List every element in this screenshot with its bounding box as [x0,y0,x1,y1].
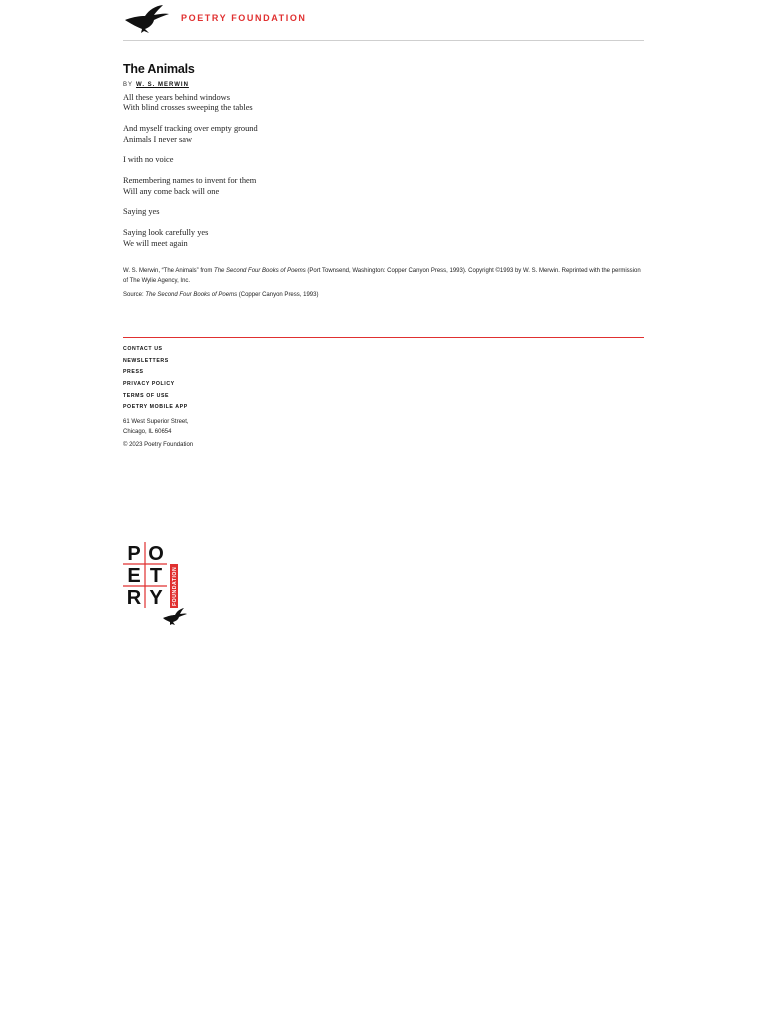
poem-line: Animals I never saw [123,134,193,144]
source-book: The Second Four Books of Poems [145,292,238,298]
poem-line: Saying yes [123,207,160,217]
footer-link-press[interactable]: PRESS [123,369,144,376]
poem-line: And myself tracking over empty ground [123,124,258,134]
bird-logo-icon[interactable] [123,4,171,34]
stanza-break [123,114,258,124]
poem-line: All these years behind windows [123,93,230,102]
poem-body [123,93,258,249]
footer-link-contact-us[interactable]: CONTACT US [123,346,163,352]
stanza-break [123,197,258,207]
source-label: Source: [123,292,146,298]
byline [123,82,189,88]
logo-letter-r: R [126,587,142,609]
logo-side-text: FOUNDATION [172,566,179,606]
footer-link-privacy-policy[interactable]: PRIVACY POLICY [123,381,175,388]
poem-line: Saying look carefully yes [123,228,209,238]
stanza-break [123,218,258,228]
poem-line: Will any come back will one [123,186,220,196]
stanza-break [123,145,258,155]
credits-suffix: (Port Townsend, Washington: Copper Canyon Press, 1993). Copyright ©1993 by W. S. Merwin. Reprinted with the permission of The Wylie Agency, Inc. [123,268,641,284]
logo-letter-o: O [148,543,164,565]
credits [123,266,644,286]
credits-book: The Second Four Books of Poems [214,268,306,274]
footer-nav [123,344,188,414]
footer-divider [123,337,644,338]
logo-letter-y: Y [149,587,163,609]
author-link[interactable]: W. S. MERWIN [136,82,189,88]
poetry-foundation-logo[interactable] [123,540,187,626]
address-line-1: 61 West Superior Street, [123,419,189,425]
poem-line: Remembering names to invent for them [123,176,257,186]
poem-line: We will meet again [123,238,188,248]
footer-link-newsletters[interactable]: NEWSLETTERS [123,357,169,364]
logo-letter-t: T [149,565,163,587]
copyright: © 2023 Poetry Foundation [123,442,194,448]
by-label: BY [123,82,134,88]
poem-line: With blind crosses sweeping the tables [123,103,253,113]
poem-title: The Animals [123,62,195,76]
logo-letter-p: P [127,543,141,565]
source-suffix: (Copper Canyon Press, 1993) [237,292,319,298]
source-line [123,292,318,298]
site-header [123,0,644,41]
stanza-break [123,166,258,176]
credits-prefix: W. S. Merwin, “The Animals” from [123,268,215,274]
address-line-2: Chicago, IL 60654 [123,428,172,435]
page-container [123,0,644,609]
brand-name[interactable]: POETRY FOUNDATION [181,13,307,23]
address [123,418,189,437]
logo-letter-e: E [127,565,141,587]
poem-line: I with no voice [123,155,174,165]
footer-link-terms-of-use[interactable]: TERMS OF USE [123,392,170,399]
footer-link-poetry-mobile-app[interactable]: POETRY MOBILE APP [123,404,188,411]
